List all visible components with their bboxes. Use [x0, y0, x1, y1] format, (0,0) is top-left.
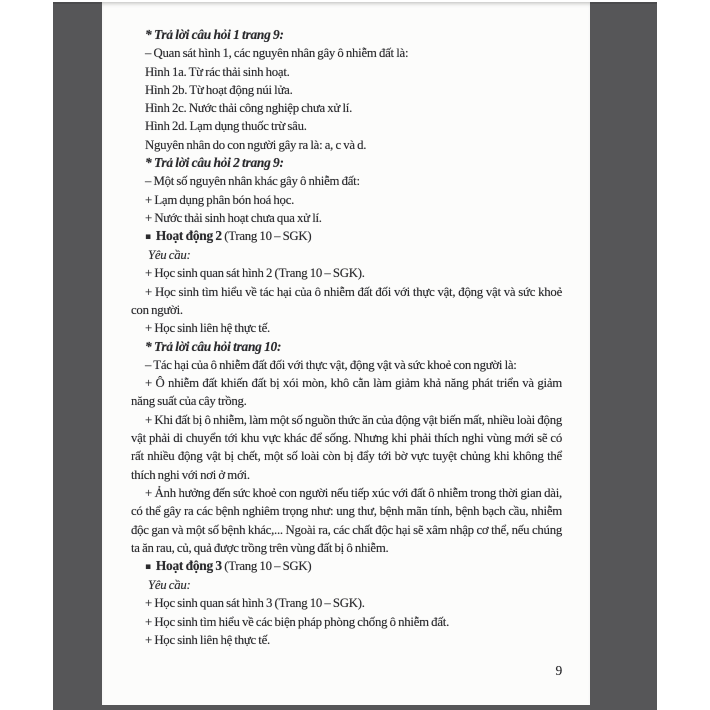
activity-ref: (Trang 10 – SGK): [221, 559, 312, 574]
page-number: 9: [555, 663, 562, 679]
text-line: – Tác hại của ô nhiễm đất đối với thực vật, động vật và sức khoẻ con người là:: [145, 357, 517, 372]
text-line: + Lạm dụng phân bón hoá học.: [145, 192, 295, 207]
square-bullet-icon: ▪: [145, 231, 151, 242]
paragraph: + Ô nhiễm đất khiến đất bị xói mòn, khô cằn làm giảm khả năng phát triển và giảm năng suất của cây trồng.: [131, 376, 562, 409]
activity-heading: [131, 557, 562, 576]
text-line: + Học sinh liên hệ thực tế.: [145, 632, 270, 647]
text-line: + Học sinh liên hệ thực tế.: [145, 321, 270, 336]
text-line: – Một số nguyên nhân khác gây ô nhiễm đất:: [145, 174, 360, 189]
activity-ref: (Trang 10 – SGK): [221, 229, 312, 244]
text-line: – Quan sát hình 1, các nguyên nhân gây ô nhiễm đất là:: [145, 46, 409, 61]
text-line: Hình 1a. Từ rác thải sinh hoạt.: [145, 64, 290, 79]
paragraph: + Khi đất bị ô nhiễm, làm một số nguồn thức ăn của động vật biến mất, nhiều loài động vật phải di chuyển tới khu vực khác để sống. Nhưng khi phải thích nghi vùng mới sẽ có rất nhiều động vật bị chết, một số loài còn bị đẩy tới bờ vực tuyệt chủng khi không thể thích nghi với nơi ở mới.: [131, 412, 562, 482]
activity-title: Hoạt động 3: [155, 558, 222, 574]
section-heading: * Trả lời câu hỏi 1 trang 9:: [145, 27, 284, 42]
activity-title: Hoạt động 2: [155, 228, 222, 244]
text-line: + Học sinh quan sát hình 2 (Trang 10 – SGK).: [145, 266, 365, 281]
text-line: Hình 2b. Từ hoạt động núi lửa.: [145, 82, 293, 97]
section-heading: * Trả lời câu hỏi 2 trang 9:: [145, 155, 284, 171]
requirement-label: Yêu cầu:: [148, 577, 191, 592]
paragraph: + Ảnh hưởng đến sức khoẻ con người nếu tiếp xúc với đất ô nhiễm trong thời gian dài, có thể gây ra các bệnh nghiêm trọng như: ung thư, bệnh mãn tính, bệnh bạch cầu, nhiễm độc gan và một số bệnh khác,... Ngoài ra, các chất độc hại sẽ xâm nhập cơ thể, nếu chúng ta ăn rau, củ, quả được trồng trên vùng đất bị ô nhiễm.: [131, 485, 562, 555]
text-line: Hình 2d. Lạm dụng thuốc trừ sâu.: [145, 119, 307, 134]
book-page: [102, 2, 590, 705]
square-bullet-icon: ▪: [145, 561, 151, 572]
page-text: [131, 26, 562, 680]
text-line: Hình 2c. Nước thải công nghiệp chưa xử lí.: [145, 101, 353, 116]
text-line: + Nước thải sinh hoạt chưa qua xử lí.: [145, 210, 322, 225]
section-heading: * Trả lời câu hỏi trang 10:: [145, 338, 282, 354]
requirement-label: Yêu cầu:: [148, 248, 191, 263]
paragraph: + Học sinh tìm hiểu về tác hại của ô nhiễm đất đối với thực vật, động vật và sức khoẻ con người.: [131, 284, 562, 317]
text-line: + Học sinh quan sát hình 3 (Trang 10 – SGK).: [145, 596, 365, 611]
activity-heading: [131, 227, 562, 246]
text-line: Nguyên nhân do con người gây ra là: a, c và d.: [145, 137, 367, 152]
text-line: + Học sinh tìm hiểu về các biện pháp phòng chống ô nhiễm đất.: [145, 614, 450, 629]
